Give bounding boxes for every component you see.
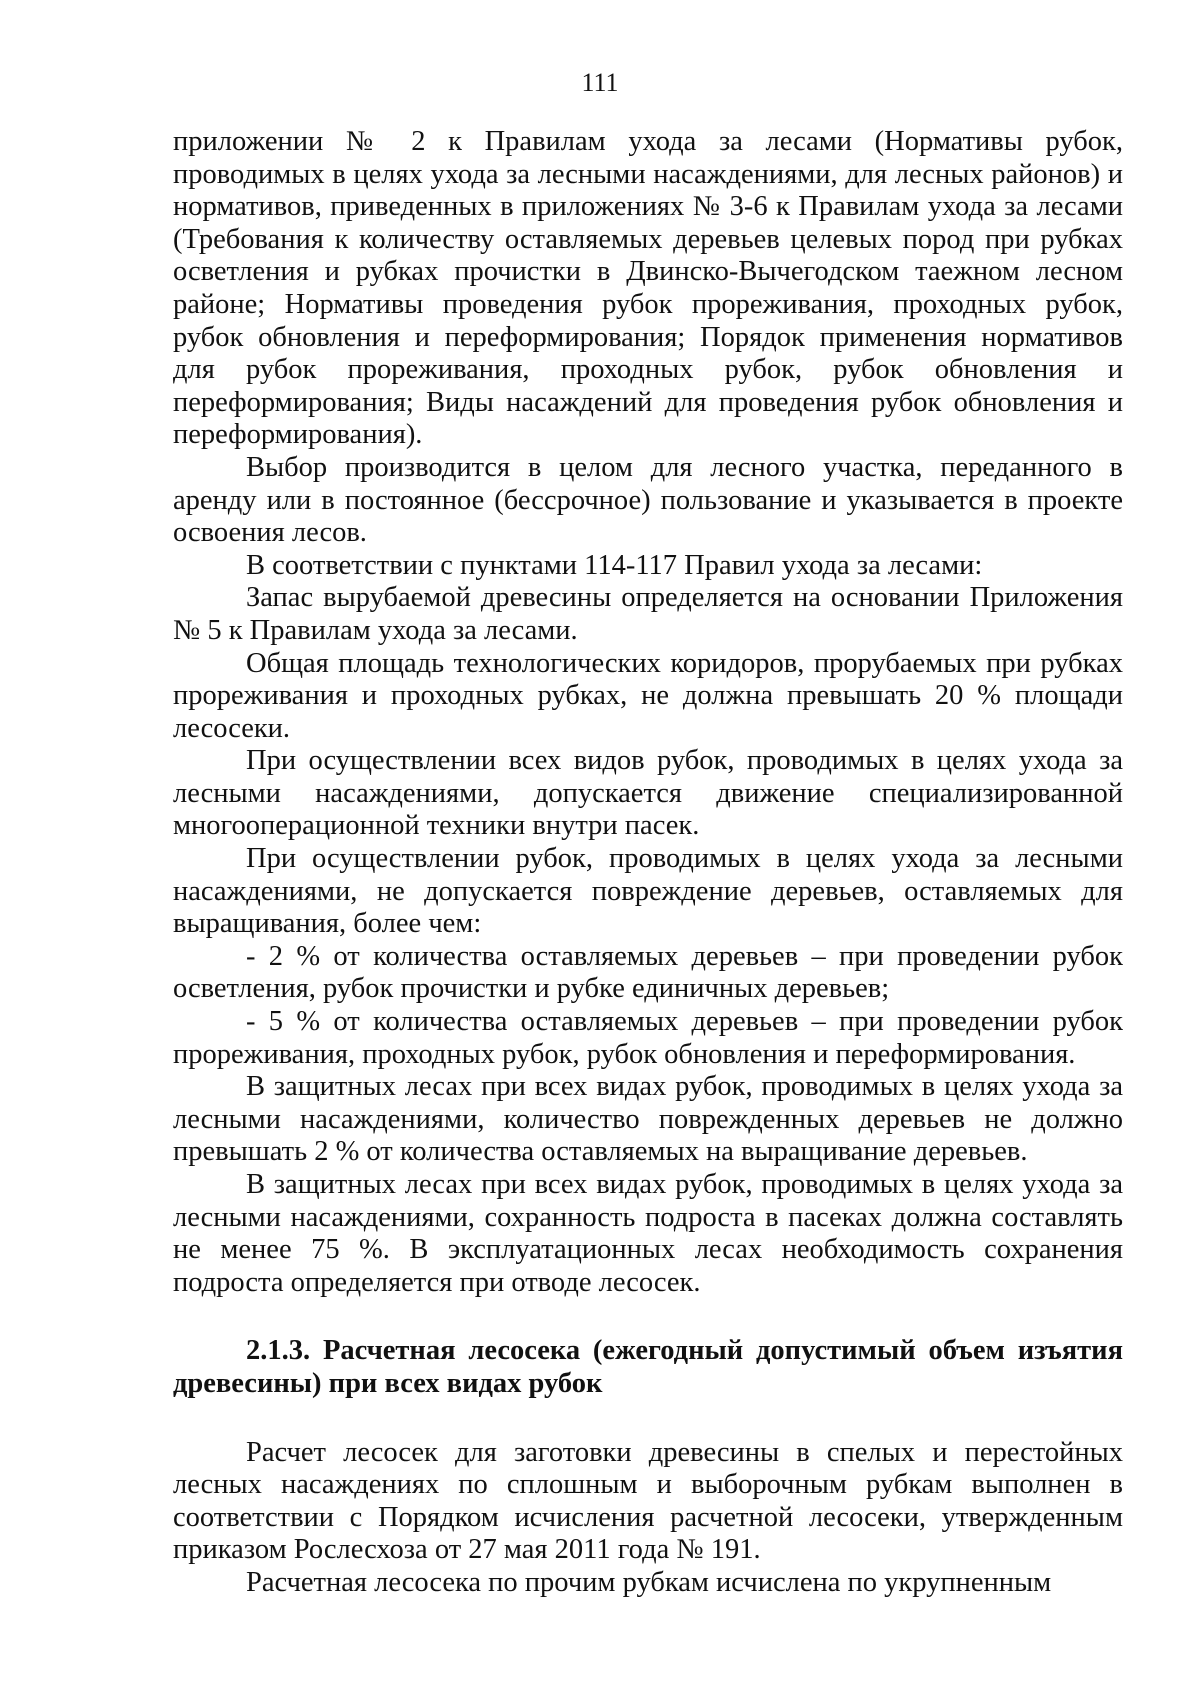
- page-number: 111: [581, 68, 619, 97]
- paragraph-p2: Выбор производится в целом для лесного участка, переданного в аренду или в постоянное (бессрочное) пользование и указывается в проекте освоения лесов.: [173, 451, 1123, 549]
- paragraph-p3: В соответствии с пунктами 114-117 Правил ухода за лесами:: [246, 549, 983, 581]
- paragraph-p9: - 5 % от количества оставляемых деревьев – при проведении рубок прореживания, проходных рубок, рубок обновления и переформирования.: [173, 1006, 1123, 1070]
- paragraph-p5: Общая площадь технологических коридоров, прорубаемых при рубках прореживания и проходных рубках, не должна превышать 20 % площади лесосеки.: [173, 647, 1123, 744]
- paragraph-p8: - 2 % от количества оставляемых деревьев – при проведении рубок осветления, рубок прочистки и рубке единичных деревьев;: [173, 940, 1123, 1005]
- document-body: [173, 126, 1123, 1600]
- section-heading: 2.1.3. Расчетная лесосека (ежегодный допустимый объем изъятия древесины) при всех видах рубок: [173, 1335, 1123, 1399]
- paragraph-p6: При осуществлении всех видов рубок, проводимых в целях ухода за лесными насаждениями, допускается движение специализированной многооперационной техники внутри пасек.: [173, 745, 1123, 842]
- paragraph-p12: Расчет лесосек для заготовки древесины в спелых и перестойных лесных насаждениях по сплошным и выборочным рубкам выполнен в соответствии с Порядком исчисления расчетной лесосеки, утвержденным приказом Рослесхоза от 27 мая 2011 года № 191.: [173, 1436, 1123, 1566]
- paragraph-p1: приложении № 2 к Правилам ухода за лесами (Нормативы рубок, проводимых в целях ухода за лесными насаждениями, для лесных районов) и нормативов, приведенных в приложениях № 3-6 к Правилам ухода за лесами (Требования к количеству оставляемых деревьев целевых пород при рубках осветления и рубках прочистки в Двинско-Вычегодском таежном лесном районе; Нормативы проведения рубок прореживания, проходных рубок, рубок обновления и переформирования; Порядок применения нормативов для рубок прореживания, проходных рубок, рубок обновления и переформирования; Виды насаждений для проведения рубок обновления и переформирования).: [173, 126, 1123, 451]
- top-paragraphs: [173, 126, 1123, 1299]
- paragraph-p4: Запас вырубаемой древесины определяется на основании Приложения № 5 к Правилам ухода за лесами.: [173, 582, 1123, 646]
- paragraph-p10: В защитных лесах при всех видах рубок, проводимых в целях ухода за лесными насаждениями, количество поврежденных деревьев не должно превышать 2 % от количества оставляемых на выращивание деревьев.: [173, 1071, 1123, 1168]
- paragraph-p7: При осуществлении рубок, проводимых в целях ухода за лесными насаждениями, не допускается повреждение деревьев, оставляемых для выращивания, более чем:: [173, 843, 1123, 940]
- bottom-paragraphs: [173, 1437, 1123, 1600]
- paragraph-p13: Расчетная лесосека по прочим рубкам исчислена по укрупненным: [246, 1566, 1052, 1598]
- paragraph-p11: В защитных лесах при всех видах рубок, проводимых в целях ухода за лесными насаждениями, сохранность подроста в пасеках должна составлять не менее 75 %. В эксплуатационных лесах необходимость сохранения подроста определяется при отводе лесосек.: [173, 1169, 1123, 1298]
